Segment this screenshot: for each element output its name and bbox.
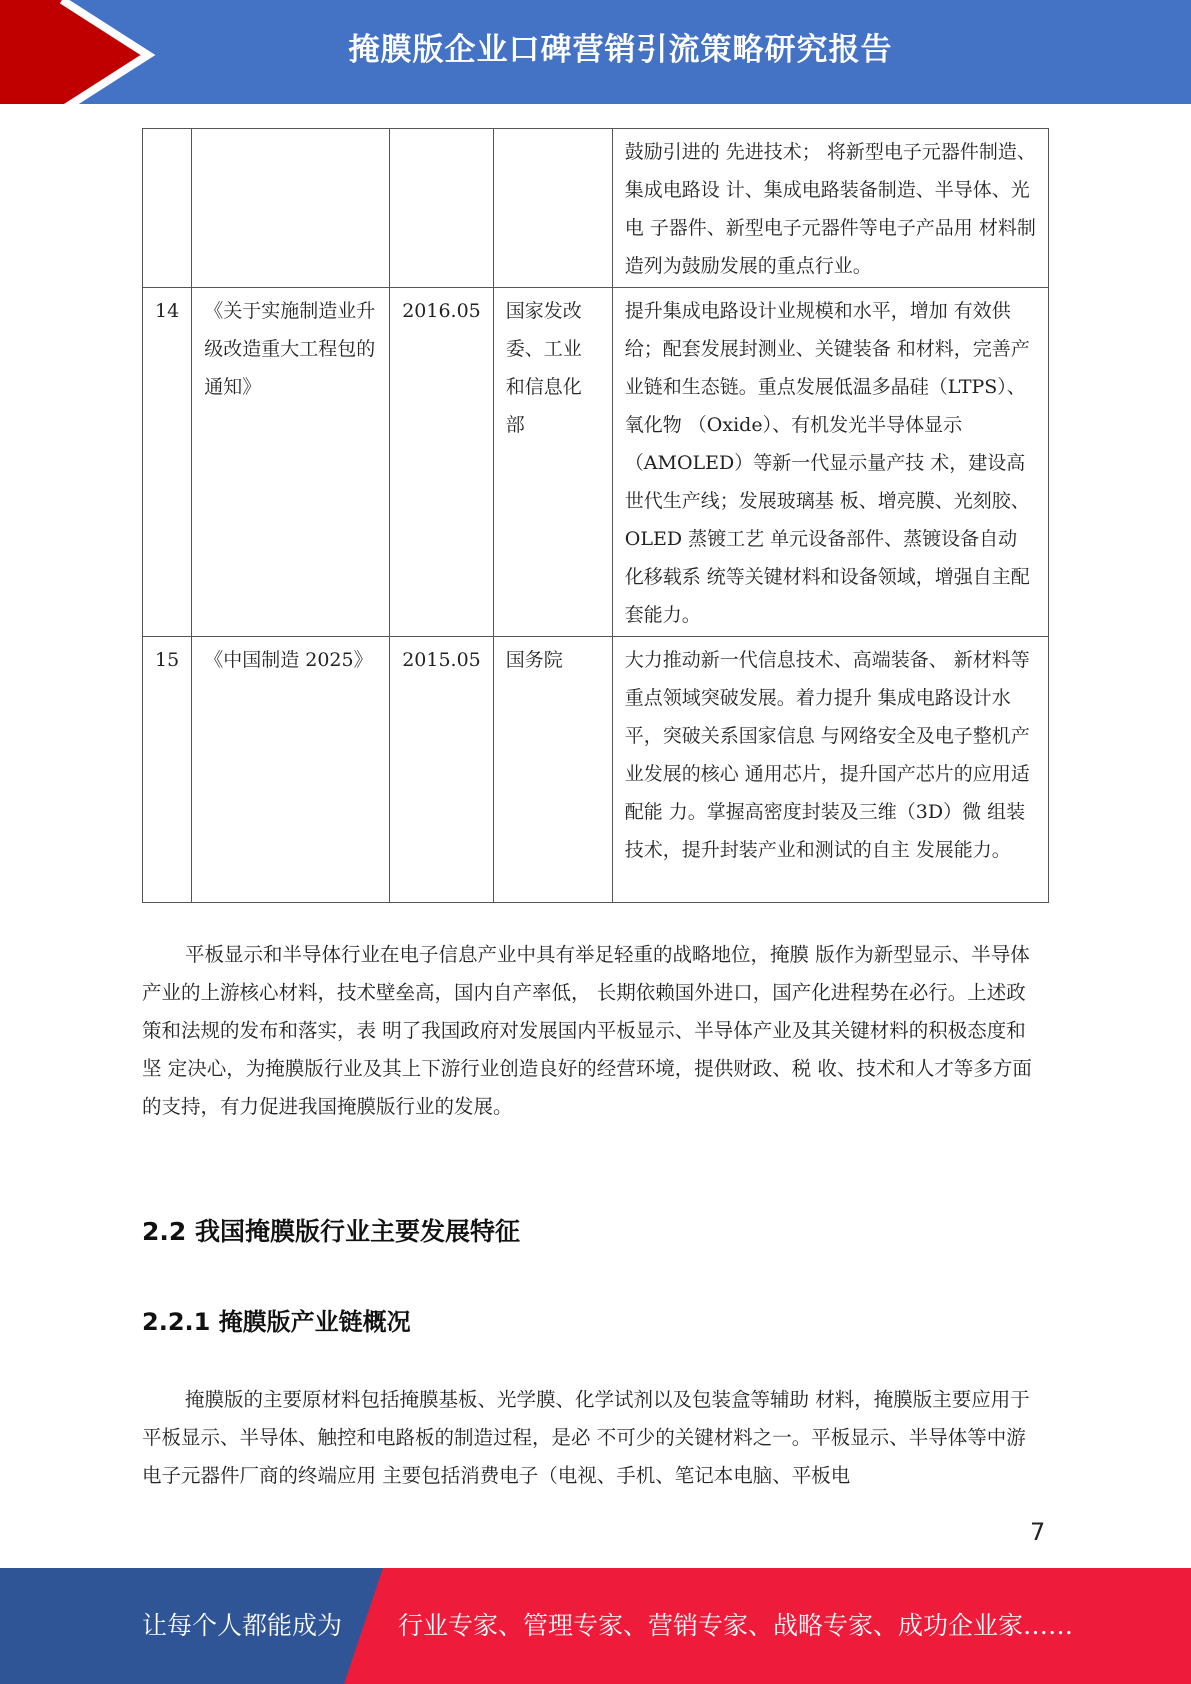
body-paragraph: 掩膜版的主要原材料包括掩膜基板、光学膜、化学试剂以及包装盒等辅助 材料，掩膜版主要应用于平板显示、半导体、触控和电路板的制造过程，是必 不可少的关键材料之一。平板显示、半导体等中游电子元器件厂商的终端应用 主要包括消费电子（电视、手机、笔记本电脑、平板电 (142, 1388, 1030, 1487)
footer-banner (0, 1568, 1191, 1684)
table-row (143, 129, 1049, 288)
issue-date: 2016.05 (390, 288, 494, 637)
policy-name: 《关于实施制造业升级改造重大工程包的通知》 (192, 288, 390, 637)
policy-content: 提升集成电路设计业规模和水平，增加 有效供给；配套发展封测业、关键装备 和材料，完善产业链和生态链。重点发展低温多晶硅（LTPS）、氧化物 （Oxide）、有机发光半导体显示 （AMOLED）等新一代显示量产技 术，建设高世代生产线；发展玻璃基 板、增亮膜、光刻胶、OLED 蒸镀工艺 单元设备部件、蒸镀设备自动化移载系 统等关键材料和设备领域，增强自主配 套能力。 (612, 288, 1048, 637)
section-heading: 2.2 我国掩膜版行业主要发展特征 (142, 1217, 520, 1246)
issuing-department (493, 129, 612, 288)
footer-slogan-left: 让每个人都能成为 (142, 1611, 343, 1640)
policy-content: 大力推动新一代信息技术、高端装备、 新材料等重点领域突破发展。着力提升 集成电路设计水平，突破关系国家信息 与网络安全及电子整机产业发展的核心 通用芯片，提升国产芯片的应用适配能 力。掌握高密度封装及三维（3D）微 组装技术，提升封装产业和测试的自主 发展能力。 (612, 637, 1048, 903)
policy-name (192, 129, 390, 288)
table-row (143, 637, 1049, 903)
page-number: 7 (1030, 1518, 1046, 1546)
policy-content: 鼓励引进的 先进技术； 将新型电子元器件制造、集成电路设 计、集成电路装备制造、半导体、光电 子器件、新型电子元器件等电子产品用 材料制造列为鼓励发展的重点行业。 (612, 129, 1048, 288)
issue-date: 2015.05 (390, 637, 494, 903)
subsection-heading: 2.2.1 掩膜版产业链概况 (142, 1308, 411, 1336)
issue-date (390, 129, 494, 288)
row-number: 15 (143, 637, 192, 903)
policy-table (142, 128, 1049, 903)
header-bar (0, 0, 1191, 110)
policy-name: 《中国制造 2025》 (192, 637, 390, 903)
row-number: 14 (143, 288, 192, 637)
issuing-department: 国务院 (493, 637, 612, 903)
row-number (143, 129, 192, 288)
body-paragraph: 平板显示和半导体行业在电子信息产业中具有举足轻重的战略地位，掩膜 版作为新型显示、半导体产业的上游核心材料，技术壁垒高，国内自产率低， 长期依赖国外进口，国产化进程势在必行。上述政策和法规的发布和落实，表 明了我国政府对发展国内平板显示、半导体产业及其关键材料的积极态度和坚 定决心，为掩膜版行业及其上下游行业创造良好的经营环境，提供财政、税 收、技术和人才等多方面的支持，有力促进我国掩膜版行业的发展。 (142, 943, 1032, 1118)
issuing-department: 国家发改委、工业和信息化部 (493, 288, 612, 637)
table-row (143, 288, 1049, 637)
footer-slogan-right: 行业专家、管理专家、营销专家、战略专家、成功企业家…… (398, 1611, 1074, 1640)
document-title: 掩膜版企业口碑营销引流策略研究报告 (348, 32, 893, 68)
